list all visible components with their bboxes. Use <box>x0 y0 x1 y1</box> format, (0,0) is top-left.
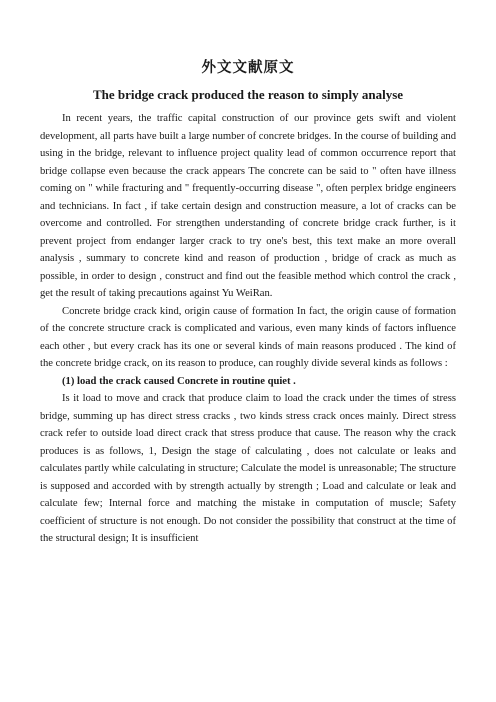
paragraph-intro: In recent years, the traffic capital construction of our province gets swift and violent development, all parts have built a large number of concrete bridges. In the course of building and using in the bridge, relevant to influence project quality lead of common occurrence report that bridge collapse even because the crack appears The concrete can be said to " often have illness coming on " while fracturing and " frequently-occurring disease ", often perplex bridge engineers and technicians. In fact , if take certain design and construction measure, a lot of cracks can be overcome and controlled. For strengthen understanding of concrete bridge crack further, is it prevent project from endanger larger crack to try one's best, this text make an more overall analysis , summary to concrete kind and reason of production , bridge of crack as much as possible, in order to design , construct and find out the feasible method which control the crack , get the result of taking precautions against Yu WeiRan. <box>40 113 456 299</box>
document-heading: 外文文献原文 <box>201 60 295 76</box>
document-title: The bridge crack produced the reason to simply analyse <box>92 87 404 102</box>
paragraph-crack-kinds: Concrete bridge crack kind, origin cause of formation In fact, the origin cause of formation of the concrete structure crack is complicated and various, even many kinds of factors influence each other , but every crack has its one or several kinds of main reasons produced . The kind of the concrete bridge crack, on its reason to produce, can roughly divide several kinds as follows : <box>40 305 456 369</box>
section-heading: (1) load the crack caused Concrete in routine quiet . <box>62 375 296 387</box>
paragraph-section-body: Is it load to move and crack that produce claim to load the crack under the times of stress bridge, summing up has direct stress cracks , two kinds stress crack onces mainly. Direct stress crack refer to outside load direct crack that stress produce that cause. The reason why the crack produces is as follows, 1, Design the stage of calculating , does not calculate or leaks and calculates partly while calculating in structure; Calculate the model is unreasonable; The structure is supposed and accorded with by strength actually by strength ; Load and calculate or leak and calculate few; Internal force and matching the mistake in computation of muscle; Safety coefficient of structure is not enough. Do not consider the possibility that construct at the time of the structural design; It is insufficient <box>40 393 456 544</box>
